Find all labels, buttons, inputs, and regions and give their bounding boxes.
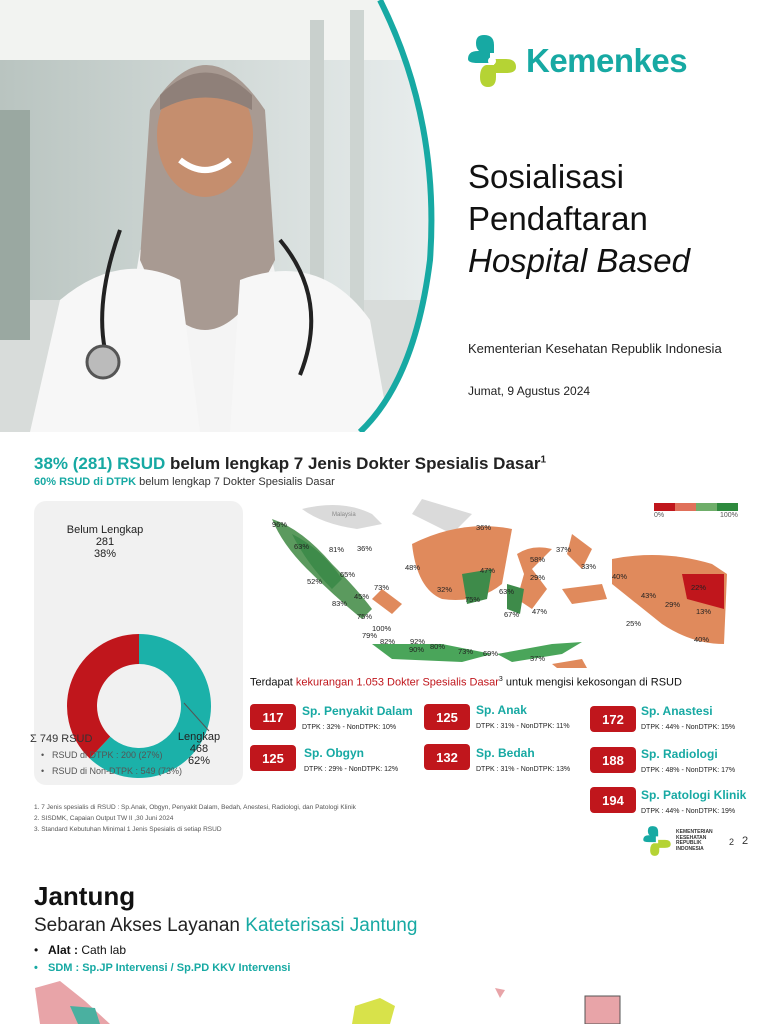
shortage-count: 125 [424,704,470,730]
svg-text:92%: 92% [410,637,426,646]
footnote: 3. Standard Kebutuhan Minimal 1 Jenis Spesialis di setiap RSUD [34,826,222,833]
specialist-name: Sp. Bedah [476,746,535,760]
slide-subtitle: Sebaran Akses Layanan Kateterisasi Jantung [34,915,418,936]
svg-text:22%: 22% [691,583,707,592]
slide-subheading: 60% RSUD di DTPK belum lengkap 7 Dokter Spesialis Dasar [34,476,335,488]
shortage-count: 172 [590,706,636,732]
bullet-non-dtpk: • RSUD di Non-DTPK : 549 (73%) [52,766,182,776]
svg-text:13%: 13% [696,607,712,616]
small-logo-text: KEMENTERIAN KESEHATAN REPUBLIK INDONESIA [676,829,713,852]
kemenkes-small-logo [641,825,713,857]
svg-text:32%: 32% [437,585,453,594]
svg-text:25%: 25% [626,619,642,628]
presentation-date: Jumat, 9 Agustus 2024 [468,384,591,398]
svg-text:90%: 90% [409,645,425,654]
title-line: Pendaftaran [468,200,648,237]
bullet-alat: • Alat : Cath lab [48,943,126,957]
svg-text:100%: 100% [372,624,392,633]
title-line: Hospital Based [468,242,690,279]
shortage-statement: Terdapat kekurangan 1.053 Dokter Spesialis Dasar$^3$ untuk mengisi kekosongan di RSUD [250,676,682,689]
shortage-count: 188 [590,747,636,773]
bullet-dtpk: • RSUD di DTPK : 200 (27%) [52,750,163,760]
specialist-detail: DTPK : 44% - NonDTPK: 19% [641,808,736,815]
legend-swatch [675,503,696,511]
map-thumbnail-west [35,981,110,1024]
map-region-maluku [562,584,607,604]
rsud-specialist-slide [0,432,768,864]
svg-text:75%: 75% [357,612,373,621]
specialist-detail: DTPK : 44% - NonDTPK: 15% [641,724,736,731]
svg-text:83%: 83% [332,599,348,608]
svg-text:29%: 29% [665,600,681,609]
page-number-small: 2 [729,837,735,847]
svg-text:81%: 81% [329,545,345,554]
svg-text:40%: 40% [694,635,710,644]
slide-title: Jantung [34,881,136,911]
kemenkes-emblem-icon [466,33,518,89]
svg-text:73%: 73% [458,647,474,656]
specialist-detail: DTPK : 31% - NonDTPK: 13% [476,766,571,773]
svg-text:96%: 96% [272,520,288,529]
specialist-detail: DTPK : 31% - NonDTPK: 11% [476,723,570,730]
belum-lengkap-label: Belum Lengkap 281 38% [66,524,144,560]
svg-text:67%: 67% [504,610,520,619]
map-color-legend [654,503,738,511]
svg-text:65%: 65% [340,570,356,579]
svg-text:36%: 36% [357,544,373,553]
indonesia-choropleth-map [262,494,740,668]
svg-text:63%: 63% [294,542,310,551]
svg-text:47%: 47% [532,607,548,616]
map-thumbnail-dot [495,988,505,998]
svg-text:33%: 33% [581,562,597,571]
specialist-name: Sp. Patologi Klinik [641,788,747,802]
specialist-detail: DTPK : 48% - NonDTPK: 17% [641,767,736,774]
shortage-count: 117 [250,704,296,730]
title-line: Sosialisasi [468,158,624,195]
svg-text:80%: 80% [430,642,446,651]
specialist-name: Sp. Anak [476,703,527,717]
svg-text:75%: 75% [465,595,481,604]
specialist-detail: DTPK : 29% - NonDTPK: 12% [304,766,399,773]
svg-text:73%: 73% [374,583,390,592]
legend-swatch [654,503,675,511]
svg-text:58%: 58% [530,555,546,564]
kemenkes-logo [466,33,687,89]
kemenkes-emblem-icon [641,825,673,857]
slide-heading: 38% (281) RSUD belum lengkap 7 Jenis Dokter Spesialis Dasar$^1$ [34,454,546,473]
organization-name: Kementerian Kesehatan Republik Indonesia [468,341,722,356]
map-thumbnail-east [585,996,620,1024]
svg-text:82%: 82% [380,637,396,646]
specialist-name: Sp. Penyakit Dalam [302,704,413,718]
page-number: 2 [742,835,749,847]
specialist-detail: DTPK : 32% - NonDTPK: 10% [302,724,397,731]
svg-text:40%: 40% [612,572,628,581]
lengkap-label: Lengkap 468 62% [177,731,221,767]
legend-min: 0% [654,512,665,519]
legend-swatch [717,503,738,511]
legend-swatch [696,503,717,511]
svg-text:48%: 48% [405,563,421,572]
svg-text:45%: 45% [354,592,370,601]
svg-text:63%: 63% [499,587,515,596]
svg-text:47%: 47% [480,566,496,575]
presentation-title [468,156,690,282]
map-country-label: Malaysia [332,512,356,518]
specialist-name: Sp. Anastesi [641,704,713,718]
specialist-name: Sp. Radiologi [641,747,718,761]
svg-text:36%: 36% [476,523,492,532]
title-slide [0,0,768,432]
specialist-name: Sp. Obgyn [304,746,364,760]
doctor-photo [0,0,440,432]
map-thumbnail-center [352,998,395,1024]
svg-text:69%: 69% [483,649,499,658]
map-region-bangka [372,589,402,614]
bullet-sdm: • SDM : Sp.JP Intervensi / Sp.PD KKV Intervensi [48,962,290,974]
map-region-kalimantan [412,526,515,600]
svg-text:43%: 43% [641,591,657,600]
jantung-slide [0,864,768,1024]
svg-text:37%: 37% [530,654,546,663]
shortage-count: 125 [250,745,296,771]
footnote: 2. SISDMK, Capaian Output TW II ,30 Juni 2024 [34,815,174,822]
svg-text:37%: 37% [556,545,572,554]
total-rsud: Σ 749 RSUD [30,733,93,745]
map-region-ntt [552,659,587,668]
svg-text:79%: 79% [362,631,378,640]
svg-text:52%: 52% [307,577,323,586]
footnote: 1. 7 Jenis spesialis di RSUD : Sp.Anak, Obgyn, Penyakit Dalam, Bedah, Anestesi, Radiologi, dan Patologi Klinik [34,804,356,811]
legend-max: 100% [720,512,738,519]
shortage-count: 132 [424,744,470,770]
svg-text:29%: 29% [530,573,546,582]
shortage-count: 194 [590,787,636,813]
cath-lab-map-thumbnails [0,976,768,1024]
brand-name: Kemenkes [526,42,688,79]
